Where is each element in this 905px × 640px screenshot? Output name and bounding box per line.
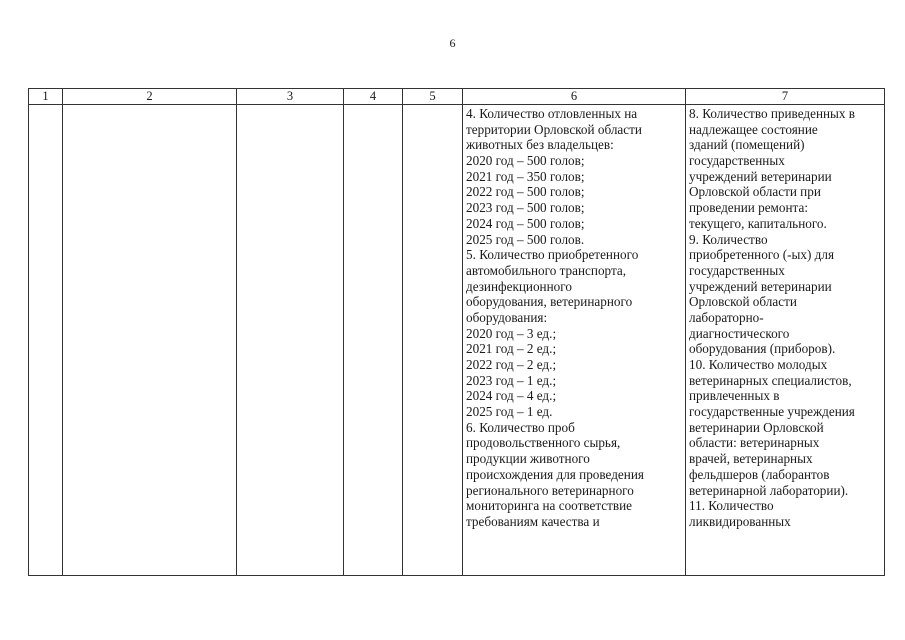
column-header-4: 4 — [344, 89, 403, 105]
text-line: мониторинга на соответствие — [466, 498, 633, 514]
column-header-2: 2 — [63, 89, 237, 105]
text-line: привлеченных в — [689, 388, 780, 404]
indicators-text-col-7 — [686, 105, 884, 530]
column-header-1: 1 — [29, 89, 63, 105]
text-line: области: ветеринарных — [689, 435, 820, 451]
program-indicators-table — [28, 88, 885, 576]
text-line: 2025 год – 1 ед. — [466, 404, 553, 420]
text-line: 8. Количество приведенных в — [689, 106, 856, 121]
cell-col-5 — [403, 105, 463, 576]
column-header-5: 5 — [403, 89, 463, 105]
text-line: оборудования: — [466, 309, 548, 325]
text-line: продукции животного — [466, 451, 590, 467]
text-line: 2022 год – 500 голов; — [466, 184, 585, 200]
text-line: 10. Количество молодых — [689, 357, 828, 372]
text-line: 2021 год – 350 голов; — [466, 168, 585, 184]
text-line: учреждений ветеринарии — [689, 168, 832, 184]
text-line: диагностического — [689, 325, 790, 341]
cell-col-3 — [237, 105, 344, 576]
text-line: проведении ремонта: — [689, 200, 808, 216]
text-line: лабораторно- — [689, 309, 764, 325]
indicators-text-col-6 — [463, 105, 685, 530]
text-line: надлежащее состояние — [689, 121, 818, 137]
text-line: фельдшеров (лаборантов — [689, 466, 830, 482]
text-line: 5. Количество приобретенного — [466, 247, 639, 263]
text-line: 2024 год – 4 ед.; — [466, 388, 557, 404]
text-line: оборудования, ветеринарного — [466, 294, 633, 310]
text-line: 2021 год – 2 ед.; — [466, 341, 557, 357]
text-line: 11. Количество — [689, 498, 774, 514]
text-line: зданий (помещений) — [689, 137, 805, 153]
column-header-7: 7 — [686, 89, 885, 105]
text-line: врачей, ветеринарных — [689, 451, 813, 467]
text-line: государственные учреждения — [689, 404, 855, 420]
text-line: 2020 год – 500 голов; — [466, 153, 585, 169]
text-line: регионального ветеринарного — [466, 482, 634, 498]
text-line: территории Орловской области — [466, 121, 642, 137]
text-line: ликвидированных — [689, 513, 791, 529]
text-line: 2023 год – 1 ед.; — [466, 372, 557, 388]
text-line: 2025 год – 500 голов. — [466, 231, 585, 247]
cell-col-6 — [463, 105, 686, 576]
column-header-6: 6 — [463, 89, 686, 105]
text-line: требованиям качества и — [466, 513, 600, 529]
text-line: ветеринарии Орловской — [689, 419, 824, 435]
text-line: государственных — [689, 262, 785, 278]
text-line: 2024 год – 500 голов; — [466, 215, 585, 231]
cell-col-2 — [63, 105, 237, 576]
column-header-3: 3 — [237, 89, 344, 105]
header-row — [29, 89, 885, 105]
text-line: 2022 год – 2 ед.; — [466, 357, 557, 372]
text-line: Орловской области — [689, 294, 797, 310]
text-line: дезинфекционного — [466, 278, 572, 294]
text-line: приобретенного (-ых) для — [689, 247, 835, 263]
text-line: продовольственного сырья, — [466, 435, 621, 451]
text-line: 4. Количество отловленных на — [466, 106, 638, 121]
text-line: оборудования (приборов). — [689, 341, 836, 357]
page-number: 6 — [449, 36, 456, 50]
text-line: 2020 год – 3 ед.; — [466, 325, 557, 341]
text-line: Орловской области при — [689, 184, 821, 200]
text-line: животных без владельцев: — [466, 137, 614, 153]
text-line: учреждений ветеринарии — [689, 278, 832, 294]
text-line: 2023 год – 500 голов; — [466, 200, 585, 216]
text-line: автомобильного транспорта, — [466, 262, 627, 278]
cell-col-7 — [686, 105, 885, 576]
text-line: государственных — [689, 153, 785, 169]
text-line: ветеринарной лаборатории). — [689, 482, 849, 498]
text-line: текущего, капитального. — [689, 215, 827, 231]
table-row — [29, 105, 885, 576]
text-line: 6. Количество проб — [466, 419, 575, 435]
cell-col-4 — [344, 105, 403, 576]
cell-col-1 — [29, 105, 63, 576]
text-line: ветеринарных специалистов, — [689, 372, 852, 388]
text-line: происхождения для проведения — [466, 466, 644, 482]
text-line: 9. Количество — [689, 231, 768, 247]
